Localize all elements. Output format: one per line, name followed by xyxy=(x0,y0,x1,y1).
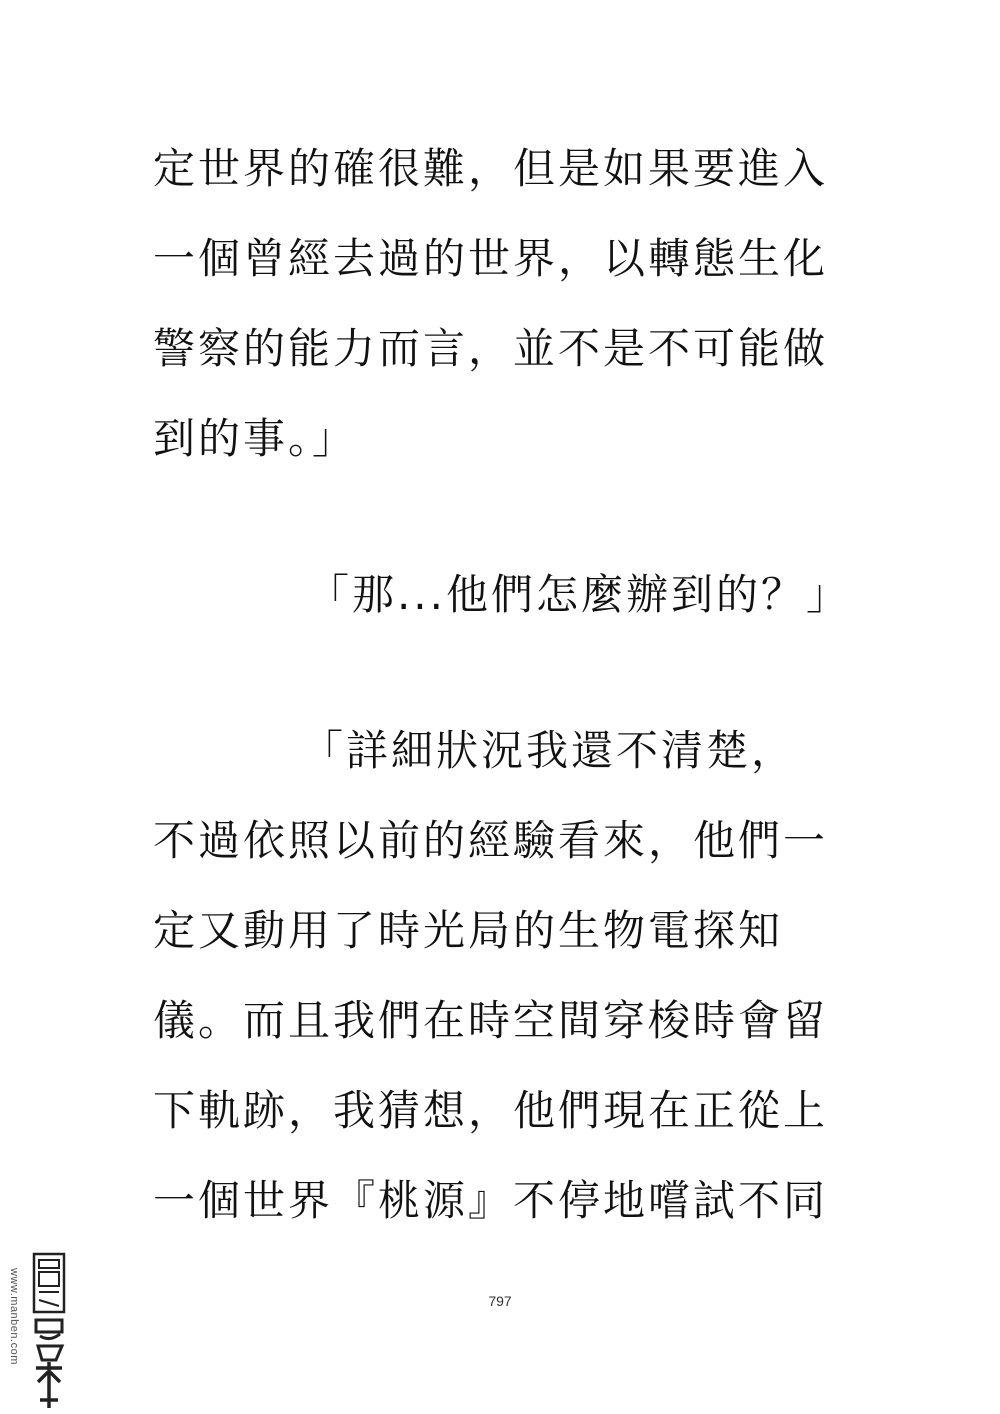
text-line: 下軌跡，我猜想，他們現在正從上 xyxy=(153,1086,829,1135)
paragraph-gap xyxy=(153,640,853,706)
watermark-logo xyxy=(6,1250,68,1412)
body-text xyxy=(153,124,853,1246)
page-number: 797 xyxy=(488,1293,512,1309)
text-line: 不過依照以前的經驗看來，他們一 xyxy=(153,816,829,865)
text-line: 警察的能力而言，並不是不可能做 xyxy=(153,324,829,373)
text-line: 定世界的確很難，但是如果要進入 xyxy=(153,144,829,193)
watermark-url: www.manben.com xyxy=(8,1268,20,1365)
text-line: 儀。而且我們在時空間穿梭時會留 xyxy=(153,996,829,1045)
text-line: 一個世界『桃源』不停地嚐試不同 xyxy=(153,1176,829,1225)
text-line: 到的事。」 xyxy=(153,414,358,463)
text-line: 「那...他們怎麼辦到的？」 xyxy=(306,570,851,619)
text-line: 定又動用了時光局的生物電探知 xyxy=(153,906,784,955)
paragraph-gap xyxy=(153,484,853,550)
text-line: 「詳細狀況我還不清楚， xyxy=(301,726,797,775)
text-line: 一個曾經去過的世界，以轉態生化 xyxy=(153,234,829,283)
